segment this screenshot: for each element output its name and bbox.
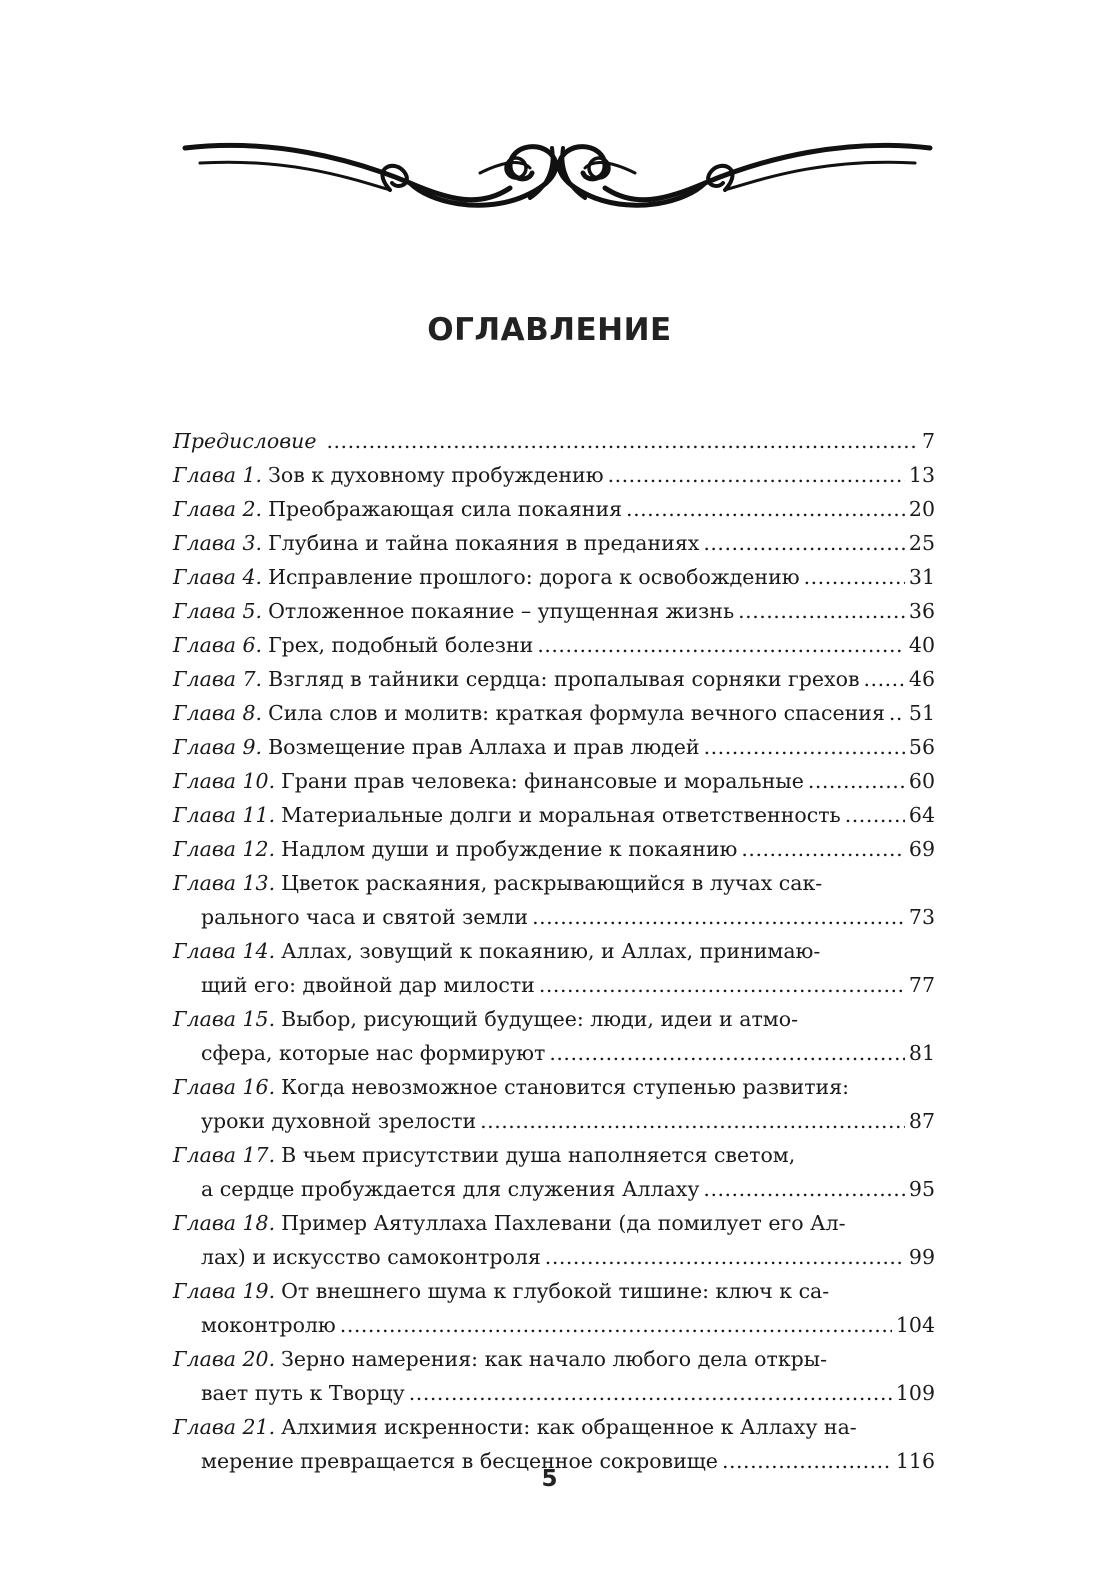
toc-entry-page: 46 [908,667,935,691]
toc-entry-page: 7 [921,429,935,453]
toc-entry-title: От внешнего шума к глубокой тишине: ключ к са- [281,1279,830,1303]
toc-entry-page: 25 [908,531,935,555]
toc-entry-title: Зов к духовному пробуждению [268,463,604,487]
toc-entry-title: лах) и искусство самоконтроля [201,1245,541,1269]
toc-leader-dots [808,764,905,798]
toc-entry-label: Глава 6. [173,633,263,657]
toc-entry-page: 73 [908,905,935,929]
toc-entry-page: 64 [908,803,935,827]
toc-entry-label: Глава 8. [173,701,263,725]
toc-entry-title: Сила слов и молитв: краткая формула вечного спасения [268,701,885,725]
toc-entry-continuation-line [173,1240,935,1274]
toc-entry-label: Глава 19. [173,1279,276,1303]
toc-entry-label: Глава 12. [173,837,276,861]
toc-entry-continuation-line [173,1172,935,1206]
toc-leader-dots [864,662,905,696]
page-title: ОГЛАВЛЕНИЕ [427,312,672,348]
toc-entry-page: 77 [908,973,935,997]
toc-entry-first-line [173,560,935,594]
toc-entry-first-line [173,1206,935,1240]
toc-entry-title: В чьем присутствии душа наполняется светом, [281,1143,796,1167]
toc-entry-first-line [173,492,935,526]
toc-entry-continuation-line [173,1104,935,1138]
toc-leader-dots [845,798,905,832]
toc-leader-dots [703,526,905,560]
toc-entry [173,696,935,730]
toc-entry-title: Глубина и тайна покаяния в преданиях [268,531,700,555]
toc-entry-page: 36 [908,599,935,623]
toc-entry-label: Глава 15. [173,1007,276,1031]
toc-entry-label: Глава 1. [173,463,263,487]
toc-leader-dots [889,696,905,730]
toc-entry [173,526,935,560]
toc-entry-title: Исправление прошлого: дорога к освобождению [268,565,800,589]
page-number: 5 [541,1466,558,1492]
toc-leader-dots [608,458,905,492]
toc-entry-first-line [173,1138,935,1172]
toc-leader-dots [704,730,905,764]
toc-leader-dots [626,492,905,526]
toc-entry-label: Глава 13. [173,871,276,895]
toc-entry [173,628,935,662]
toc-leader-dots [539,968,905,1002]
toc-entry-page: 95 [908,1177,935,1201]
toc-leader-dots [480,1104,905,1138]
toc-entry-continuation-line [173,1036,935,1070]
toc-entry-page: 104 [895,1313,935,1337]
toc-leader-dots [741,832,905,866]
toc-entry-first-line [173,458,935,492]
toc-entry-page: 87 [908,1109,935,1133]
toc-entry-first-line [173,594,935,628]
toc-entry-first-line [173,764,935,798]
ornament-flourish-icon [180,128,935,223]
toc-entry [173,424,935,458]
toc-entry-first-line [173,730,935,764]
toc-entry-title: Грех, подобный болезни [268,633,534,657]
toc-entry-title: мерение превращается в бесценное сокровище [201,1449,718,1473]
toc-entry [173,866,935,934]
toc-entry-label: Глава 20. [173,1347,276,1371]
toc-entry-first-line [173,1274,935,1308]
toc-leader-dots [545,1240,905,1274]
toc-entry [173,1274,935,1342]
toc-entry-first-line [173,1410,935,1444]
toc-entry-title: Отложенное покаяние – упущенная жизнь [268,599,735,623]
toc-entry [173,594,935,628]
toc-entry-label: Глава 10. [173,769,276,793]
toc-leader-dots [804,560,905,594]
toc-entry-title: сфера, которые нас формируют [201,1041,546,1065]
toc-entry-page: 99 [908,1245,935,1269]
toc-entry-continuation-line [173,1308,935,1342]
toc-leader-dots [532,900,905,934]
toc-entry-label: Глава 14. [173,939,276,963]
toc-entry-title: а сердце пробуждается для служения Аллаху [201,1177,700,1201]
toc-entry [173,1002,935,1070]
toc-entry-first-line [173,1070,935,1104]
toc-entry-continuation-line [173,900,935,934]
toc-entry [173,1070,935,1138]
toc-entry-title: Алхимия искренности: как обращенное к Аллаху на- [281,1415,857,1439]
toc-entry-title: Грани прав человека: финансовые и моральные [281,769,804,793]
toc-entry-first-line [173,424,935,458]
toc-entry-title: Аллах, зовущий к покаянию, и Аллах, принимаю- [281,939,821,963]
toc-entry-title: Материальные долги и моральная ответственность [281,803,841,827]
toc-entry [173,492,935,526]
toc-entry-page: 31 [908,565,935,589]
toc-entry [173,934,935,1002]
toc-entry-page: 13 [908,463,935,487]
toc-entry-first-line [173,1002,935,1036]
toc-leader-dots [326,424,917,458]
toc-entry-title: вает путь к Творцу [201,1381,405,1405]
toc-entry [173,1138,935,1206]
toc-entry-continuation-line [173,1376,935,1410]
toc-entry-title: Возмещение прав Аллаха и прав людей [268,735,700,759]
toc-entry-label: Глава 9. [173,735,263,759]
toc-entry-page: 56 [908,735,935,759]
toc-entry-first-line [173,798,935,832]
toc-entry-label: Глава 5. [173,599,263,623]
toc-entry [173,832,935,866]
toc-entry-title: Цветок раскаяния, раскрывающийся в лучах сак- [281,871,823,895]
toc-entry [173,730,935,764]
toc-entry-label: Глава 11. [173,803,276,827]
table-of-contents [173,424,935,1478]
toc-leader-dots [549,1036,905,1070]
toc-entry-first-line [173,662,935,696]
toc-entry-first-line [173,526,935,560]
toc-entry-page: 116 [895,1449,935,1473]
toc-entry-title: щий его: двойной дар милости [201,973,535,997]
toc-entry [173,1206,935,1274]
toc-entry-title: уроки духовной зрелости [201,1109,477,1133]
toc-leader-dots [340,1308,892,1342]
toc-entry-page: 109 [895,1381,935,1405]
toc-entry-label: Глава 4. [173,565,263,589]
toc-entry-first-line [173,696,935,730]
toc-entry-title: Надлом души и пробуждение к покаянию [281,837,738,861]
toc-entry-title: Выбор, рисующий будущее: люди, идеи и атмо- [281,1007,798,1031]
toc-entry-title: Когда невозможное становится ступенью развития: [281,1075,850,1099]
toc-entry-label: Глава 16. [173,1075,276,1099]
toc-entry-title: Преображающая сила покаяния [268,497,623,521]
toc-entry-label: Предисловие [173,429,317,453]
toc-entry-label: Глава 7. [173,667,263,691]
toc-entry-page: 69 [908,837,935,861]
toc-leader-dots [537,628,905,662]
toc-entry-title: Пример Аятуллаха Пахлевани (да помилует его Ал- [281,1211,846,1235]
toc-entry [173,458,935,492]
toc-entry-label: Глава 21. [173,1415,276,1439]
toc-entry-title: Зерно намерения: как начало любого дела откры- [281,1347,828,1371]
toc-leader-dots [703,1172,905,1206]
toc-entry-first-line [173,628,935,662]
toc-entry-title: моконтролю [201,1313,336,1337]
toc-entry [173,662,935,696]
toc-entry [173,1342,935,1410]
toc-entry-page: 81 [908,1041,935,1065]
toc-leader-dots [409,1376,892,1410]
toc-entry-label: Глава 2. [173,497,263,521]
toc-entry-title: рального часа и святой земли [201,905,529,929]
toc-entry-first-line [173,934,935,968]
toc-entry-label: Глава 3. [173,531,263,555]
toc-entry-page: 20 [908,497,935,521]
toc-entry-title: Взгляд в тайники сердца: пропалывая сорняки грехов [268,667,860,691]
toc-entry-first-line [173,832,935,866]
toc-entry-page: 51 [908,701,935,725]
toc-entry [173,798,935,832]
toc-entry-first-line [173,866,935,900]
toc-entry-first-line [173,1342,935,1376]
toc-entry [173,560,935,594]
toc-entry [173,764,935,798]
toc-leader-dots [738,594,905,628]
toc-entry-page: 40 [908,633,935,657]
toc-entry-label: Глава 18. [173,1211,276,1235]
toc-entry-label: Глава 17. [173,1143,276,1167]
toc-entry-continuation-line [173,968,935,1002]
toc-entry-page: 60 [908,769,935,793]
